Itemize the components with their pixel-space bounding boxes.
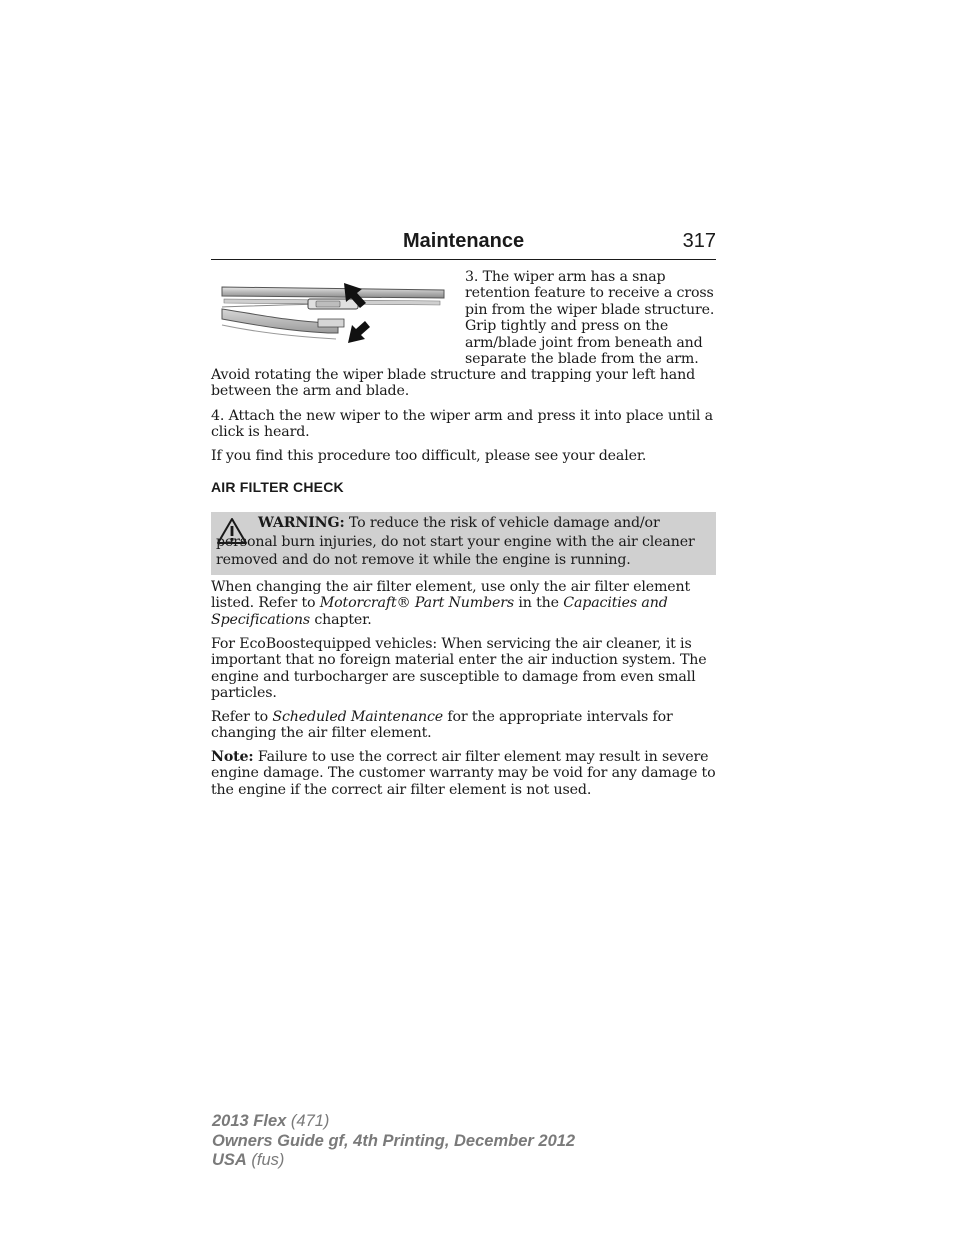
p1-text-c: chapter. bbox=[309, 611, 372, 628]
capacities-reference: Capacities and Specifications bbox=[211, 595, 668, 628]
step-3-text: 3. The wiper arm has a snap retention feature to receive a cross pin from the wiper blade structure. Grip tightly and press on the arm/blade joint from beneath and separate the blade from the arm. bbox=[465, 269, 715, 368]
p1-text-b: in the bbox=[514, 595, 564, 612]
dealer-paragraph: If you find this procedure too difficult, please see your dealer. bbox=[211, 448, 647, 464]
warning-box bbox=[211, 512, 716, 575]
note-text: Failure to use the correct air filter element may result in severe engine damage. The customer warranty may be void for any damage to the engine if the correct air filter element is not used. bbox=[211, 749, 716, 798]
footer-region-line bbox=[212, 1151, 575, 1171]
air-filter-heading: AIR FILTER CHECK bbox=[211, 479, 344, 495]
note-label: Note: bbox=[211, 749, 254, 765]
warning-text bbox=[216, 514, 716, 570]
page-header bbox=[211, 229, 716, 260]
note-paragraph bbox=[211, 749, 721, 798]
page-number: 317 bbox=[682, 230, 716, 252]
avoid-paragraph: Avoid rotating the wiper blade structure and trapping your left hand between the arm and blade. bbox=[211, 367, 696, 400]
part-numbers-reference: Motorcraft® Part Numbers bbox=[319, 595, 515, 612]
warning-body: To reduce the risk of vehicle damage and/or personal burn injuries, do not start your engine with the air cleaner removed and do not remove it while the engine is running. bbox=[216, 515, 695, 568]
wiper-arm-blade-illustration bbox=[220, 281, 446, 347]
footer-region: USA bbox=[212, 1151, 247, 1169]
p3-text-a: Refer to bbox=[211, 709, 273, 725]
air-filter-paragraph-1 bbox=[211, 579, 721, 628]
air-filter-paragraph-3 bbox=[211, 709, 721, 742]
section-title: Maintenance bbox=[403, 230, 525, 252]
footer-model-line bbox=[212, 1112, 575, 1132]
footer-region-code: (fus) bbox=[246, 1151, 285, 1169]
p3-text-b: for the appropriate intervals for changing the air filter element. bbox=[211, 709, 673, 742]
warning-label: WARNING: bbox=[258, 515, 345, 531]
scheduled-maintenance-reference: Scheduled Maintenance bbox=[272, 709, 444, 725]
page-footer bbox=[212, 1112, 575, 1171]
step-4-text: 4. Attach the new wiper to the wiper arm and press it into place until a click is heard. bbox=[211, 408, 713, 441]
footer-guide-line: Owners Guide gf, 4th Printing, December 2012 bbox=[212, 1131, 576, 1150]
p1-text-a: When changing the air filter element, use only the air filter element listed. Refer to bbox=[211, 579, 691, 612]
footer-model-code: (471) bbox=[286, 1112, 330, 1130]
footer-model: 2013 Flex bbox=[212, 1112, 287, 1130]
air-filter-paragraph-2: For EcoBoostequipped vehicles: When servicing the air cleaner, it is important that no foreign material enter the air induction system. The engine and turbocharger are susceptible to damage from even small particles. bbox=[211, 636, 707, 702]
